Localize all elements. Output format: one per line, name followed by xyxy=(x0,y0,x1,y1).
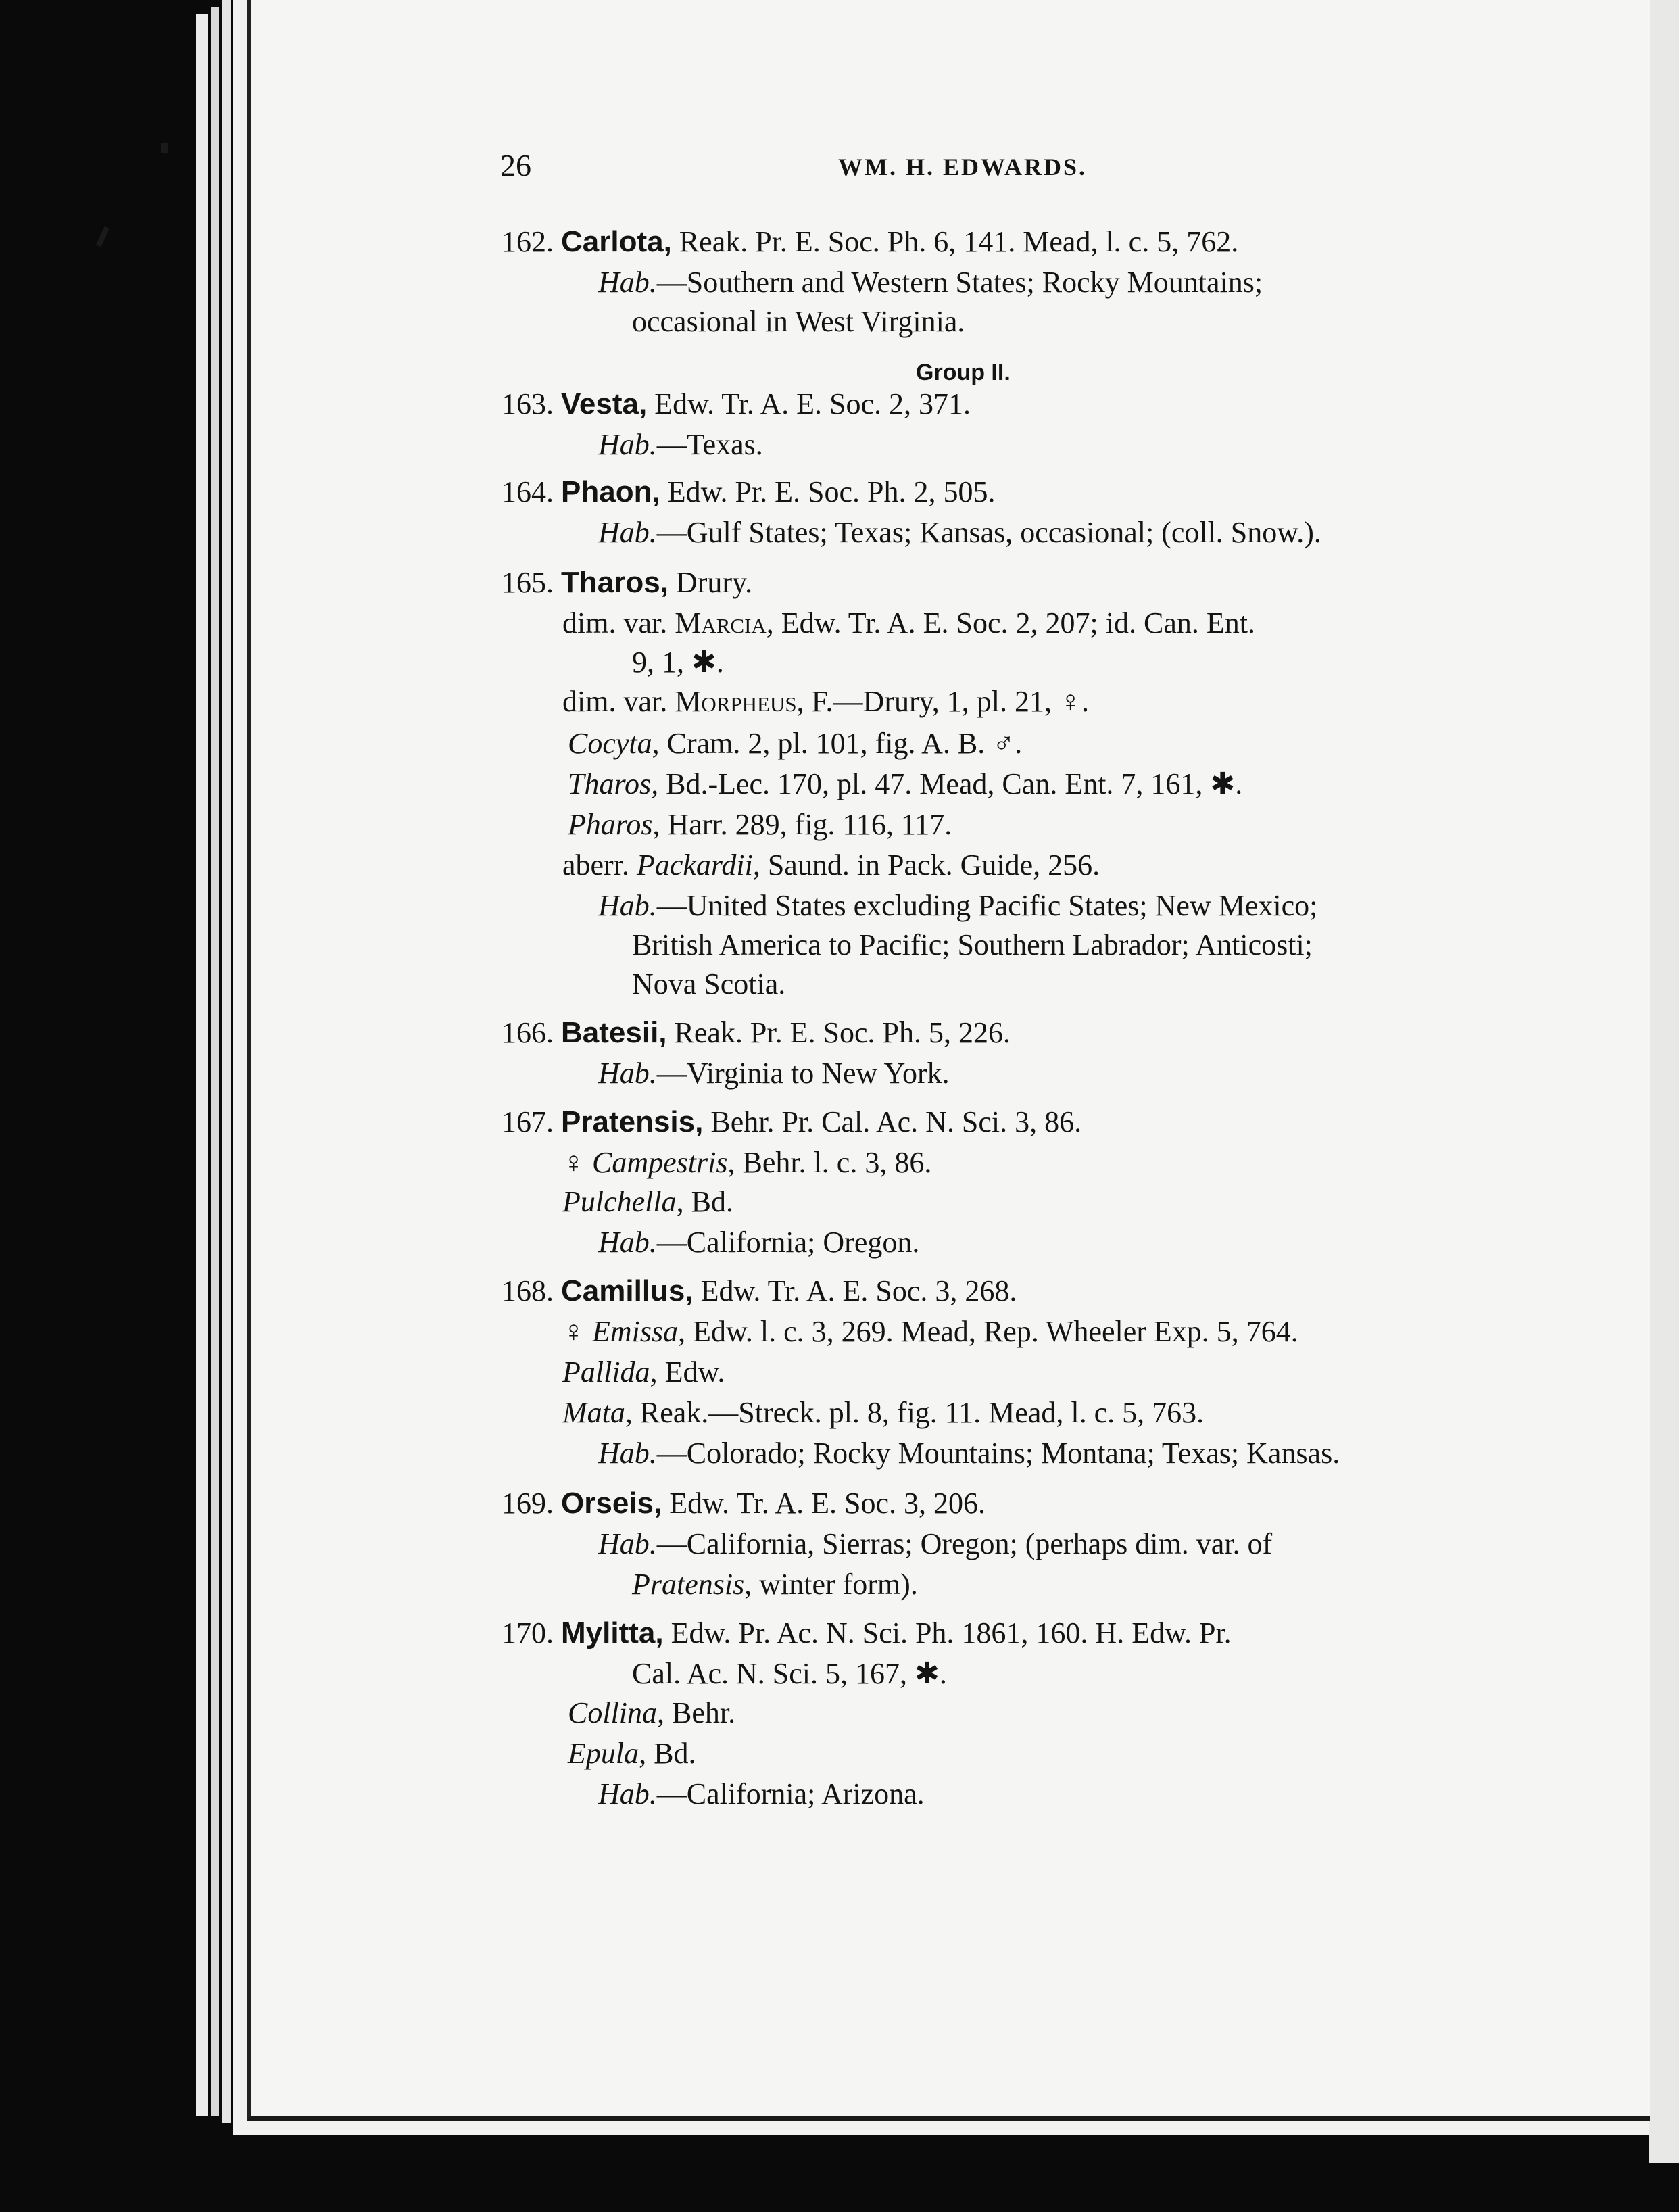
text-line xyxy=(632,1566,918,1604)
italic-text: Campestris xyxy=(592,1146,728,1179)
text-span: —Texas. xyxy=(656,428,763,461)
italic-text: Pulchella xyxy=(562,1185,677,1218)
text-line xyxy=(562,1353,725,1391)
text-span: , F.—Drury, 1, pl. 21, ♀. xyxy=(796,685,1089,718)
text-line xyxy=(632,1655,947,1693)
italic-text: Hab. xyxy=(598,428,657,461)
text-span: —United States excluding Pacific States; New Mexico; xyxy=(656,889,1318,922)
italic-text: Epula xyxy=(568,1737,639,1770)
text-span: 168. xyxy=(502,1274,561,1307)
species-name: Carlota, xyxy=(561,225,672,258)
text-line xyxy=(632,926,1313,964)
italic-text: Hab. xyxy=(598,516,657,549)
text-line xyxy=(598,1775,925,1813)
text-span: , Edw. xyxy=(650,1355,725,1389)
text-span: Edw. Tr. A. E. Soc. 3, 268. xyxy=(693,1274,1017,1307)
text-span: Morpheus xyxy=(675,685,797,718)
text-line xyxy=(598,426,763,464)
italic-text: Cocyta xyxy=(568,727,652,760)
text-span: —California; Oregon. xyxy=(656,1226,920,1259)
right-margin-strip xyxy=(1649,0,1679,2163)
text-line xyxy=(562,1394,1204,1432)
text-span: occasional in West Virginia. xyxy=(632,305,965,338)
italic-text: Pallida xyxy=(562,1355,650,1389)
text-line xyxy=(502,564,752,602)
text-line xyxy=(598,1055,950,1092)
text-line xyxy=(568,1694,735,1732)
text-line xyxy=(562,1313,1298,1351)
species-name: Orseis, xyxy=(561,1487,662,1520)
text-span: , Edw. Tr. A. E. Soc. 2, 207; id. Can. Ent. xyxy=(766,606,1255,640)
page-edge-1 xyxy=(196,14,208,2116)
text-span: —Virginia to New York. xyxy=(656,1057,950,1090)
text-span: Edw. Tr. A. E. Soc. 2, 371. xyxy=(647,387,971,420)
text-line xyxy=(598,887,1317,925)
italic-text: Hab. xyxy=(598,1226,657,1259)
text-line xyxy=(598,264,1263,302)
text-line xyxy=(568,806,952,844)
text-line xyxy=(562,846,1100,884)
page-number: 26 xyxy=(500,148,531,183)
text-span: 9, 1, ✱. xyxy=(632,646,724,679)
text-line xyxy=(568,725,1022,763)
text-span: Reak. Pr. E. Soc. Ph. 6, 141. Mead, l. c. 5, 762. xyxy=(671,225,1239,258)
text-span: , Cram. 2, pl. 101, fig. A. B. ♂. xyxy=(652,727,1023,760)
group-heading: Group II. xyxy=(916,360,1011,385)
text-line xyxy=(562,604,1255,642)
text-line xyxy=(632,965,785,1003)
species-name: Pratensis, xyxy=(561,1105,704,1138)
italic-text: Pratensis xyxy=(632,1568,745,1601)
text-span: Bd.-Lec. 170, pl. 47. Mead, Can. Ent. 7, 161, ✱. xyxy=(658,767,1243,800)
text-span: 166. xyxy=(502,1016,561,1049)
text-line xyxy=(598,1435,1340,1472)
text-span: 167. xyxy=(502,1105,561,1138)
text-line xyxy=(502,1103,1081,1141)
text-line xyxy=(502,385,971,423)
italic-text: Hab. xyxy=(598,1527,657,1560)
text-span: , Bd. xyxy=(639,1737,696,1770)
species-name: Tharos, xyxy=(561,566,668,599)
text-line xyxy=(502,473,996,511)
text-span: ♀ xyxy=(562,1315,592,1348)
text-line xyxy=(562,1183,733,1221)
text-line xyxy=(502,223,1238,261)
text-line xyxy=(502,1014,1011,1052)
page-edge-3 xyxy=(222,0,231,2123)
italic-text: Emissa xyxy=(592,1315,679,1348)
text-line xyxy=(568,765,1242,803)
text-span: Reak. Pr. E. Soc. Ph. 5, 226. xyxy=(666,1016,1011,1049)
text-span: Nova Scotia. xyxy=(632,967,786,1001)
text-span: 170. xyxy=(502,1616,561,1650)
text-span: Edw. Tr. A. E. Soc. 3, 206. xyxy=(662,1487,986,1520)
text-span: —California, Sierras; Oregon; (perhaps dim. var. of xyxy=(656,1527,1273,1560)
text-span: , Harr. 289, fig. 116, 117. xyxy=(652,808,952,841)
text-line xyxy=(502,1485,986,1522)
text-line xyxy=(502,1614,1232,1652)
text-span: —Gulf States; Texas; Kansas, occasional; (coll. Snow.). xyxy=(656,516,1321,549)
text-line xyxy=(562,683,1089,721)
italic-text: Packardii xyxy=(636,848,753,882)
italic-text: Collina xyxy=(568,1696,658,1729)
text-span: Edw. Pr. E. Soc. Ph. 2, 505. xyxy=(660,475,996,508)
text-span: Edw. Pr. Ac. N. Sci. Ph. 1861, 160. H. Edw. Pr. xyxy=(663,1616,1232,1650)
species-name: Mylitta, xyxy=(561,1616,664,1650)
text-span: Drury. xyxy=(668,566,753,599)
italic-text: Hab. xyxy=(598,1437,657,1470)
text-span: ♀ xyxy=(562,1146,592,1179)
species-name: Vesta, xyxy=(561,387,648,420)
text-span: dim. var. xyxy=(562,606,675,640)
text-line xyxy=(632,303,965,341)
text-span: 169. xyxy=(502,1487,561,1520)
text-span: , Behr. l. c. 3, 86. xyxy=(727,1146,932,1179)
text-span: , Reak.—Streck. pl. 8, fig. 11. Mead, l. c. 5, 763. xyxy=(625,1396,1204,1429)
italic-text: Hab. xyxy=(598,266,657,299)
species-name: Batesii, xyxy=(561,1016,667,1049)
italic-text: Mata xyxy=(562,1396,625,1429)
text-span: dim. var. xyxy=(562,685,675,718)
text-span: , winter form). xyxy=(744,1568,918,1601)
text-span: , Bd. xyxy=(676,1185,733,1218)
scan-speck xyxy=(161,143,168,153)
text-span: 165. xyxy=(502,566,561,599)
text-span: 164. xyxy=(502,475,561,508)
italic-text: Tharos, xyxy=(568,767,659,800)
italic-text: Pharos xyxy=(568,808,653,841)
text-span: 162. xyxy=(502,225,561,258)
text-line xyxy=(502,1272,1017,1310)
text-span: aberr. xyxy=(562,848,637,882)
text-span: 163. xyxy=(502,387,561,420)
text-line xyxy=(598,1224,919,1261)
text-span: Behr. Pr. Cal. Ac. N. Sci. 3, 86. xyxy=(703,1105,1082,1138)
text-line xyxy=(598,514,1321,552)
italic-text: Hab. xyxy=(598,1057,657,1090)
text-span: British America to Pacific; Southern Labrador; Anticosti; xyxy=(632,928,1313,961)
text-line xyxy=(598,1525,1272,1563)
text-span: —California; Arizona. xyxy=(656,1777,925,1810)
text-span: , Edw. l. c. 3, 269. Mead, Rep. Wheeler Exp. 5, 764. xyxy=(678,1315,1298,1348)
species-name: Phaon, xyxy=(561,475,660,508)
text-span: , Saund. in Pack. Guide, 256. xyxy=(752,848,1100,882)
running-title: WM. H. EDWARDS. xyxy=(838,153,1088,181)
text-span: Marcia xyxy=(675,606,766,640)
text-span: —Southern and Western States; Rocky Mountains; xyxy=(656,266,1263,299)
species-name: Camillus, xyxy=(561,1274,694,1307)
italic-text: Hab. xyxy=(598,1777,657,1810)
text-line xyxy=(568,1735,696,1773)
page-edge-2 xyxy=(211,7,219,2116)
text-span: —Colorado; Rocky Mountains; Montana; Texas; Kansas. xyxy=(656,1437,1340,1470)
text-line xyxy=(562,1144,931,1182)
text-line xyxy=(632,644,724,681)
italic-text: Hab. xyxy=(598,889,657,922)
text-span: , Behr. xyxy=(657,1696,736,1729)
text-span: Cal. Ac. N. Sci. 5, 167, ✱. xyxy=(632,1657,947,1690)
